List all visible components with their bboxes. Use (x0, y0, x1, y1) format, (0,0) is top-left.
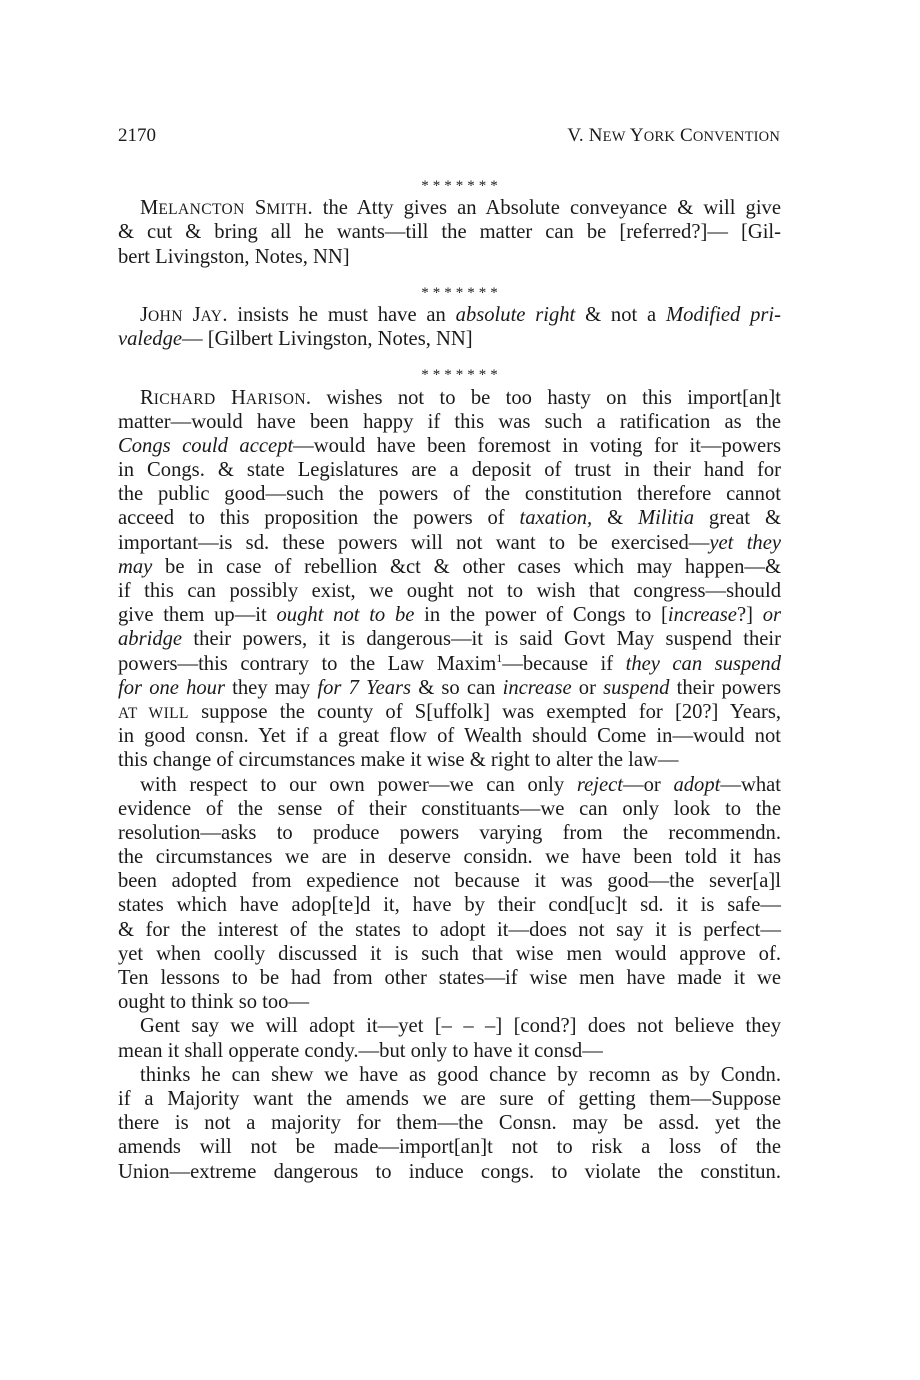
text-line: the public good—such the powers of the constitution therefore cannot (118, 483, 781, 506)
text-line: there is not a majority for them—the Consn. may be assd. yet the (118, 1112, 781, 1135)
text-line: ought to think so too— (118, 991, 310, 1014)
text-line: yet when coolly discussed it is such that wise men would approve of. (118, 942, 781, 965)
text-line: been adopted from expedience not because it was good—the sever[a]l (118, 870, 781, 893)
text-line: Union—extreme dangerous to induce congs. to violate the constitun. (118, 1160, 781, 1183)
text-line: & for the interest of the states to adopt it—does not say it is perfect— (118, 918, 781, 941)
section-separator: ******* (421, 284, 502, 301)
page-header (118, 125, 780, 151)
text-line: if this can possibly exist, we ought not to wish that congress—should (118, 580, 781, 602)
text-line: this change of circumstances make it wise & right to alter the law— (118, 749, 679, 772)
text-line: important—is sd. these powers will not want to be exercised—yet they (118, 531, 781, 554)
text-line: AT WILL suppose the county of S[uffolk] was exempted for [20?] Years, (118, 700, 782, 723)
section-separator: ******* (421, 367, 502, 384)
text-line: acceed to this proposition the powers of taxation, & Militia great & (118, 507, 781, 530)
text-line: the circumstances we are in deserve considn. we have been told it has (118, 846, 781, 869)
text-line: give them up—it ought not to be in the power of Congs to [increase?] or (118, 604, 781, 627)
text-line: mean it shall opperate condy.—but only to have it consd— (118, 1039, 603, 1062)
text-line: for one hour they may for 7 Years & so can increase or suspend their powers (118, 676, 782, 699)
body-text (118, 172, 781, 1184)
text-line: Ten lessons to be had from other states—if wise men have made it we (118, 967, 781, 989)
text-line: abridge their powers, it is dangerous—it is said Govt May suspend their (118, 628, 781, 651)
text-line: Gent say we will adopt it—yet [– – –] [cond?] does not believe they (140, 1015, 781, 1038)
text-line: in Congs. & state Legislatures are a deposit of trust in their hand for (118, 459, 781, 482)
text-line: JOHN JAY. insists he must have an absolute right & not a Modified pri- (140, 303, 781, 326)
text-line: bert Livingston, Notes, NN] (118, 245, 350, 268)
text-line: powers—this contrary to the Law Maxim$^1$—because if they can suspend (118, 650, 781, 675)
text-line: amends will not be made—import[an]t not to risk a loss of the (118, 1136, 781, 1159)
text-line: evidence of the sense of their constituants—we can only look to the (118, 797, 781, 820)
section-separator: ******* (421, 178, 502, 194)
text-line: matter—would have been happy if this was such a ratification as the (118, 410, 781, 433)
text-line: may be in case of rebellion &ct & other cases which may happen—& (118, 555, 781, 578)
text-line: resolution—asks to produce powers varying from the recommendn. (118, 821, 781, 844)
text-line: in good consn. Yet if a great flow of Wealth should Come in—would not (118, 725, 781, 748)
text-line: thinks he can shew we have as good chance by recomn as by Condn. (140, 1063, 781, 1086)
text-line: MELANCTON SMITH. the Atty gives an Absolute conveyance & will give (140, 197, 781, 220)
text-line: RICHARD HARISON. wishes not to be too hasty on this import[an]t (140, 386, 781, 409)
text-line: Congs could accept—would have been foremost in voting for it—powers (118, 434, 781, 457)
text-line: with respect to our own power—we can only reject—or adopt—what (140, 773, 781, 796)
text-line: valedge— [Gilbert Livingston, Notes, NN] (118, 328, 473, 351)
text-line: & cut & bring all he wants—till the matter can be [referred?]— [Gil- (118, 221, 781, 244)
page-number: 2170 (118, 125, 156, 146)
running-head: V. NEW YORK CONVENTION (567, 125, 780, 146)
text-line: if a Majority want the amends we are sure of getting them—Suppose (118, 1087, 781, 1110)
text-line: states which have adop[te]d it, have by their cond[uc]t sd. it is safe— (118, 894, 781, 917)
